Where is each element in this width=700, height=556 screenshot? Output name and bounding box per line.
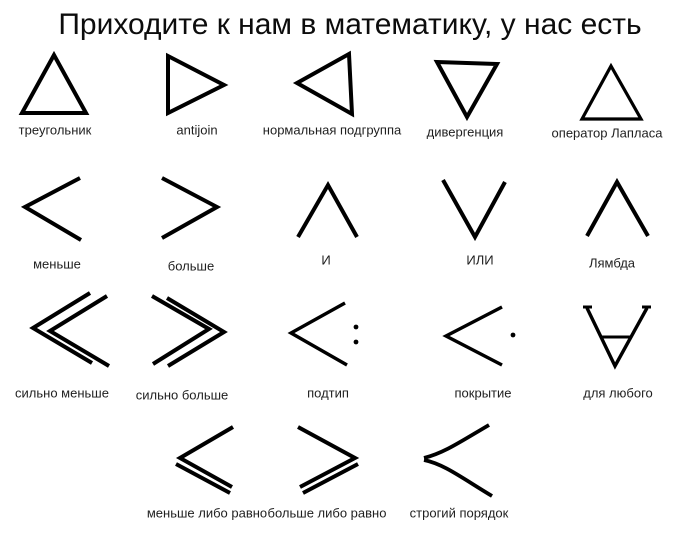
symbol-subtype-icon — [291, 303, 358, 365]
symbol-logical-or-icon — [443, 180, 505, 237]
symbol-triangle-icon — [22, 55, 86, 113]
label-divergence: дивергенция — [426, 124, 504, 140]
label-normal-subgroup: нормальная подгруппа — [262, 122, 402, 138]
label-lambda: Лямбда — [588, 255, 636, 271]
label-logical-or: ИЛИ — [466, 252, 494, 268]
symbol-much-less-icon — [33, 293, 109, 366]
label-strict-order: строгий порядок — [409, 505, 509, 521]
symbol-less-than-icon — [25, 178, 81, 240]
label-much-less: сильно меньше — [15, 385, 109, 401]
symbol-greater-than-icon — [162, 178, 217, 238]
label-less-or-equal: меньше либо равно — [146, 505, 268, 521]
symbol-much-greater-icon — [152, 296, 224, 366]
label-covering: покрытие — [454, 385, 512, 401]
symbol-greater-or-equal-icon — [298, 427, 358, 493]
label-greater-than: больше — [167, 258, 215, 274]
symbol-laplace-operator-icon — [582, 66, 641, 119]
label-for-all: для любого — [583, 385, 653, 401]
symbol-less-or-equal-icon — [176, 427, 233, 493]
symbol-normal-subgroup-icon — [297, 54, 352, 114]
label-much-greater: сильно больше — [135, 387, 229, 403]
symbol-for-all-icon — [583, 307, 651, 366]
label-triangle: треугольник — [18, 122, 92, 138]
label-laplace-operator: оператор Лапласа — [551, 125, 663, 141]
label-less-than: меньше — [33, 256, 81, 272]
symbol-logical-and-icon — [298, 185, 357, 237]
label-antijoin: antijoin — [176, 122, 218, 138]
symbol-strict-order-icon — [424, 425, 492, 496]
symbol-antijoin-icon — [168, 56, 224, 113]
label-logical-and: И — [321, 252, 331, 268]
symbol-lambda-icon — [587, 182, 648, 236]
page-title: Приходите к нам в математику, у нас есть — [58, 8, 642, 41]
label-subtype: подтип — [307, 385, 349, 401]
symbol-divergence-icon — [437, 62, 497, 117]
label-greater-or-equal: больше либо равно — [267, 505, 387, 521]
symbol-covering-icon — [446, 307, 515, 365]
